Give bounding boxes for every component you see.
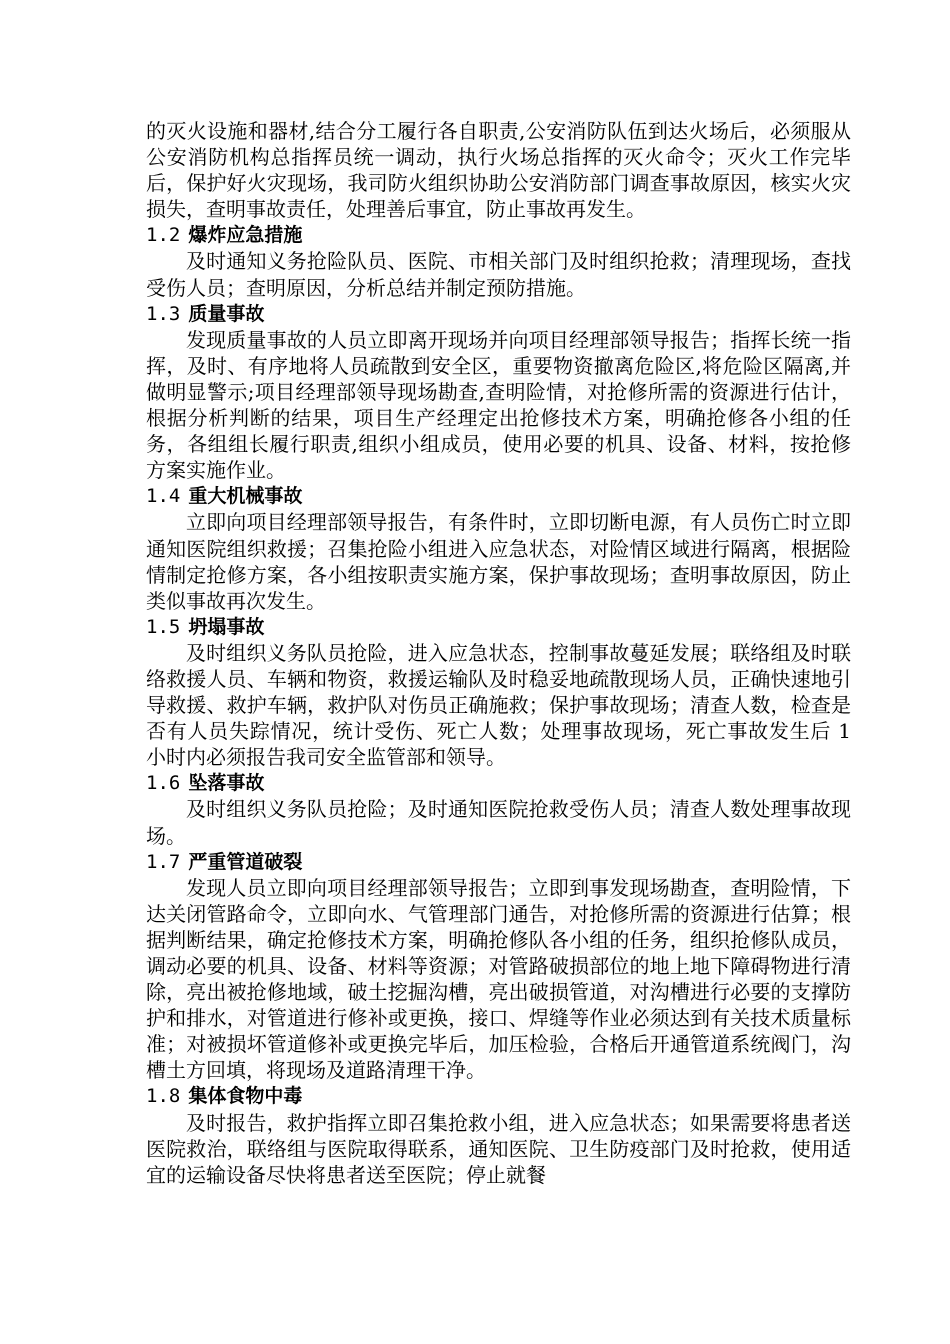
section-body-1-8: 及时报告，救护指挥立即召集抢救小组，进入应急状态；如果需要将患者送医院救治，联络组与医院取得联系，通知医院、卫生防疫部门及时抢救，使用适宜的运输设备尽快将患者送至医院；停止就餐: [146, 1110, 851, 1187]
document-page: [146, 118, 851, 1188]
section-heading-1-7: [146, 849, 851, 875]
section-title: 爆炸应急措施: [188, 224, 303, 247]
section-heading-1-3: [146, 301, 851, 327]
section-number: 1.3: [146, 302, 181, 325]
section-number: 1.6: [146, 772, 181, 795]
section-title: 坠落事故: [188, 772, 265, 795]
section-heading-1-4: [146, 483, 851, 509]
section-heading-1-5: [146, 614, 851, 640]
intro-paragraph: 的灭火设施和器材,结合分工履行各自职责,公安消防队伍到达火场后，必须服从公安消防机构总指挥员统一调动，执行火场总指挥的灭火命令；灭火工作完毕后，保护好火灾现场，我司防火组织协助公安消防部门调查事故原因，核实火灾损失，查明事故责任，处理善后事宜，防止事故再发生。: [146, 119, 851, 222]
section-number: 1.5: [146, 615, 181, 638]
section-body-1-7: 发现人员立即向项目经理部领导报告；立即到事发现场勘查，查明险情，下达关闭管路命令，立即向水、气管理部门通告，对抢修所需的资源进行估算；根据判断结果，确定抢修技术方案，明确抢修队各小组的任务，组织抢修队成员，调动必要的机具、设备、材料等资源；对管路破损部位的地上地下障碍物进行清除，亮出被抢修地域，破土挖掘沟槽，亮出破损管道，对沟槽进行必要的支撑防护和排水，对管道进行修补或更换，接口、焊缝等作业必须达到有关技术质量标准；对被损坏管道修补或更换完毕后，加压检验，合格后开通管道系统阀门，沟槽土方回填，将现场及道路清理干净。: [146, 875, 851, 1083]
section-body-1-2: 及时通知义务抢险队员、医院、市相关部门及时组织抢救；清理现场，查找受伤人员；查明原因，分析总结并制定预防措施。: [146, 249, 851, 300]
section-title: 集体食物中毒: [188, 1085, 303, 1108]
section-body-1-3: 发现质量事故的人员立即离开现场并向项目经理部领导报告；指挥长统一指挥，及时、有序地将人员疏散到安全区，重要物资撤离危险区,将危险区隔离,并做明显警示;项目经理部领导现场勘查,查明险情，对抢修所需的资源进行估计，根据分析判断的结果，项目生产经理定出抢修技术方案，明确抢修各小组的任务，各组组长履行职责,组织小组成员，使用必要的机具、设备、材料，按抢修方案实施作业。: [146, 327, 851, 483]
section-body-1-6: 及时组织义务队员抢险；及时通知医院抢救受伤人员；清查人数处理事故现场。: [146, 797, 851, 848]
section-number: 1.4: [146, 485, 181, 508]
section-number: 1.8: [146, 1085, 181, 1108]
section-body-1-4: 立即向项目经理部领导报告，有条件时，立即切断电源，有人员伤亡时立即通知医院组织救援；召集抢险小组进入应急状态，对险情区域进行隔离，根据险情制定抢修方案，各小组按职责实施方案，保护事故现场；查明事故原因，防止类似事故再次发生。: [146, 510, 851, 613]
section-number: 1.7: [146, 850, 181, 873]
section-heading-1-8: [146, 1083, 851, 1109]
section-title: 坍塌事故: [188, 615, 265, 638]
section-heading-1-6: [146, 770, 851, 796]
section-body-1-5: 及时组织义务队员抢险，进入应急状态，控制事故蔓延发展；联络组及时联络救援人员、车辆和物资，救援运输队及时稳妥地疏散现场人员，正确快速地引导救援、救护车辆，救护队对伤员正确施救；保护事故现场；清查人数，检查是否有人员失踪情况，统计受伤、死亡人数；处理事故现场，死亡事故发生后 1 小时内必须报告我司安全监管部和领导。: [146, 640, 851, 770]
section-title: 质量事故: [188, 302, 265, 325]
section-heading-1-2: [146, 222, 851, 248]
section-number: 1.2: [146, 224, 181, 247]
section-title: 重大机械事故: [188, 485, 303, 508]
section-title: 严重管道破裂: [188, 850, 303, 873]
